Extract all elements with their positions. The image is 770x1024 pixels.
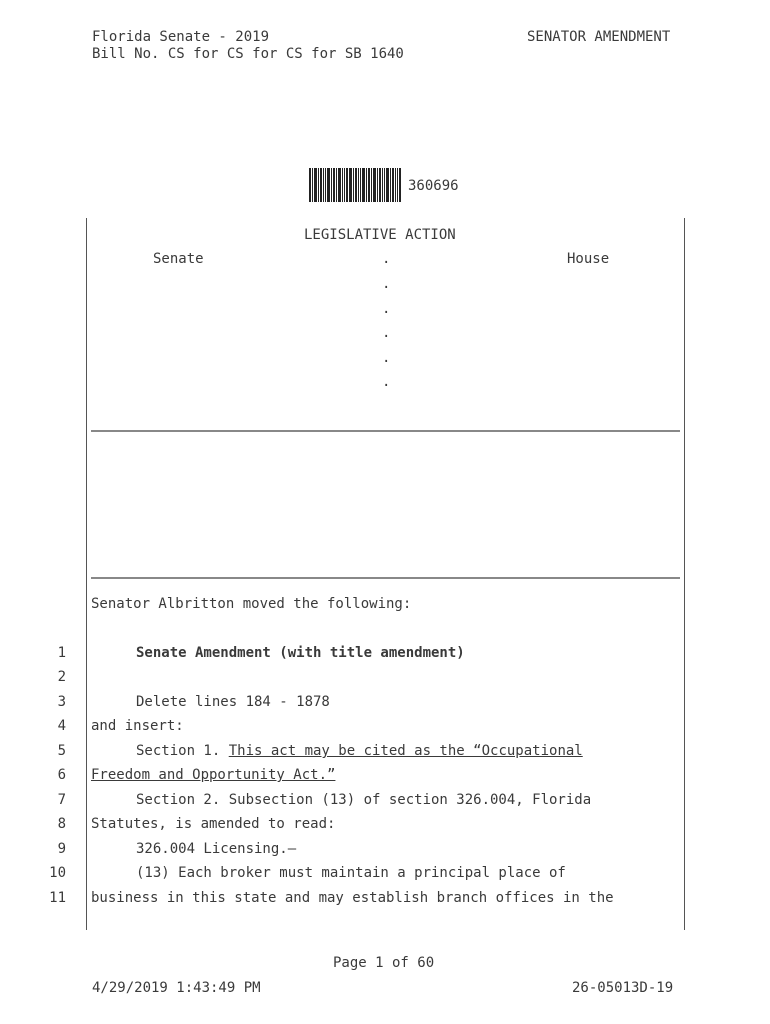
line-number: 6 xyxy=(57,767,66,783)
line-text: (13) Each broker must maintain a principal place of xyxy=(136,865,566,881)
line-number: 3 xyxy=(57,694,66,710)
header-bill-number: Bill No. CS for CS for CS for SB 1640 xyxy=(92,46,404,62)
right-border xyxy=(684,218,685,930)
line-text: business in this state and may establish branch offices in the xyxy=(91,890,614,906)
inserted-text: Freedom and Opportunity Act.” xyxy=(91,767,336,783)
line-text: Statutes, is amended to read: xyxy=(91,816,336,832)
house-label: House xyxy=(567,251,610,267)
action-dot: . xyxy=(382,276,391,292)
line-number: 7 xyxy=(57,792,66,808)
line-text xyxy=(136,743,583,759)
footer-timestamp: 4/29/2019 1:43:49 PM xyxy=(92,980,261,996)
line-number: 10 xyxy=(49,865,66,881)
line-number: 4 xyxy=(57,718,66,734)
line-text: 326.004 Licensing.— xyxy=(136,841,297,857)
header-title: Florida Senate - 2019 xyxy=(92,29,270,45)
line-number: 1 xyxy=(57,645,66,661)
line-number: 11 xyxy=(49,890,66,906)
amendment-heading: Senate Amendment (with title amendment) xyxy=(136,645,465,661)
left-border xyxy=(86,218,87,930)
legislative-action-title: LEGISLATIVE ACTION xyxy=(304,227,456,243)
divider-top xyxy=(91,430,680,432)
line-text-prefix: Section 1. xyxy=(136,743,229,759)
header-amendment-type: SENATOR AMENDMENT xyxy=(527,29,671,45)
footer-document-code: 26-05013D-19 xyxy=(572,980,674,996)
action-dot: . xyxy=(382,251,391,267)
line-number: 8 xyxy=(57,816,66,832)
moved-statement: Senator Albritton moved the following: xyxy=(91,596,412,612)
action-dot: . xyxy=(382,374,391,390)
action-dot: . xyxy=(382,301,391,317)
divider-bottom xyxy=(91,577,680,579)
line-number: 5 xyxy=(57,743,66,759)
barcode-image xyxy=(309,168,401,202)
action-dot: . xyxy=(382,325,391,341)
line-text: Delete lines 184 - 1878 xyxy=(136,694,330,710)
line-number: 9 xyxy=(57,841,66,857)
page-indicator: Page 1 of 60 xyxy=(333,955,435,971)
action-dot: . xyxy=(382,350,391,366)
barcode-number: 360696 xyxy=(408,178,459,194)
line-text: Section 2. Subsection (13) of section 326.004, Florida xyxy=(136,792,592,808)
senate-label: Senate xyxy=(153,251,204,267)
line-text: and insert: xyxy=(91,718,184,734)
inserted-text: This act may be cited as the “Occupational xyxy=(228,743,583,759)
line-number: 2 xyxy=(57,669,66,685)
